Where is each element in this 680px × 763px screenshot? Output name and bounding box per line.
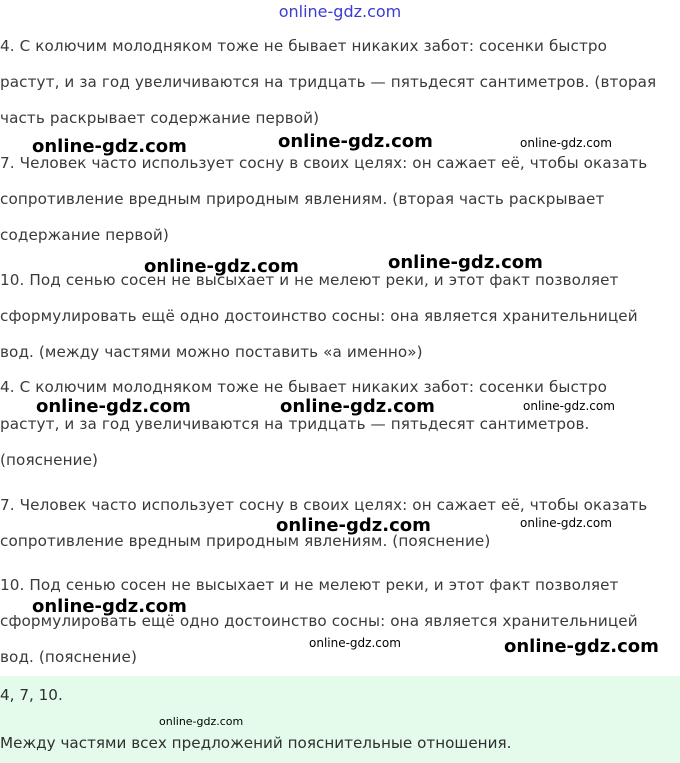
watermark: online-gdz.com: [144, 256, 299, 277]
answer-numbers: 4, 7, 10.: [0, 686, 63, 704]
text-line: 4. С колючим молодняком тоже не бывает никаких забот: сосенки быстро: [0, 37, 608, 55]
watermark: online-gdz.com: [523, 399, 615, 413]
watermark: online-gdz.com: [520, 136, 612, 150]
header-watermark: online-gdz.com: [278, 2, 402, 21]
watermark: online-gdz.com: [278, 131, 433, 152]
watermark: online-gdz.com: [32, 136, 187, 157]
text-line: 7. Человек часто использует сосну в своих целях: он сажает её, чтобы оказать: [0, 496, 648, 514]
watermark: online-gdz.com: [36, 396, 191, 417]
text-line: часть раскрывает содержание первой): [0, 109, 320, 127]
watermark: online-gdz.com: [32, 596, 187, 617]
text-line: сформулировать ещё одно достоинство сосны: она является хранительницей: [0, 612, 638, 630]
text-line: сформулировать ещё одно достоинство сосны: она является хранительницей: [0, 307, 638, 325]
watermark: online-gdz.com: [388, 252, 543, 273]
text-line: (пояснение): [0, 451, 99, 469]
text-line: 10. Под сенью сосен не высыхает и не мелеют реки, и этот факт позволяет: [0, 271, 619, 289]
watermark: online-gdz.com: [276, 515, 431, 536]
watermark: online-gdz.com: [504, 636, 659, 657]
watermark: online-gdz.com: [159, 715, 244, 728]
text-line: вод. (пояснение): [0, 648, 137, 666]
text-line: растут, и за год увеличиваются на тридцать — пятьдесят сантиметров. (вторая: [0, 73, 657, 91]
text-line: сопротивление вредным природным явлениям. (вторая часть раскрывает: [0, 190, 605, 208]
text-line: 4. С колючим молодняком тоже не бывает никаких забот: сосенки быстро: [0, 378, 608, 396]
text-line: вод. (между частями можно поставить «а именно»): [0, 343, 423, 361]
watermark: online-gdz.com: [520, 516, 612, 530]
answer-conclusion: Между частями всех предложений пояснительные отношения.: [0, 734, 512, 752]
watermark: online-gdz.com: [309, 636, 401, 650]
text-line: растут, и за год увеличиваются на тридцать — пятьдесят сантиметров.: [0, 415, 590, 433]
text-line: сопротивление вредным природным явлениям. (пояснение): [0, 532, 491, 550]
watermark: online-gdz.com: [280, 396, 435, 417]
text-line: 7. Человек часто использует сосну в своих целях: он сажает её, чтобы оказать: [0, 154, 648, 172]
text-line: 10. Под сенью сосен не высыхает и не мелеют реки, и этот факт позволяет: [0, 576, 619, 594]
text-line: содержание первой): [0, 226, 169, 244]
